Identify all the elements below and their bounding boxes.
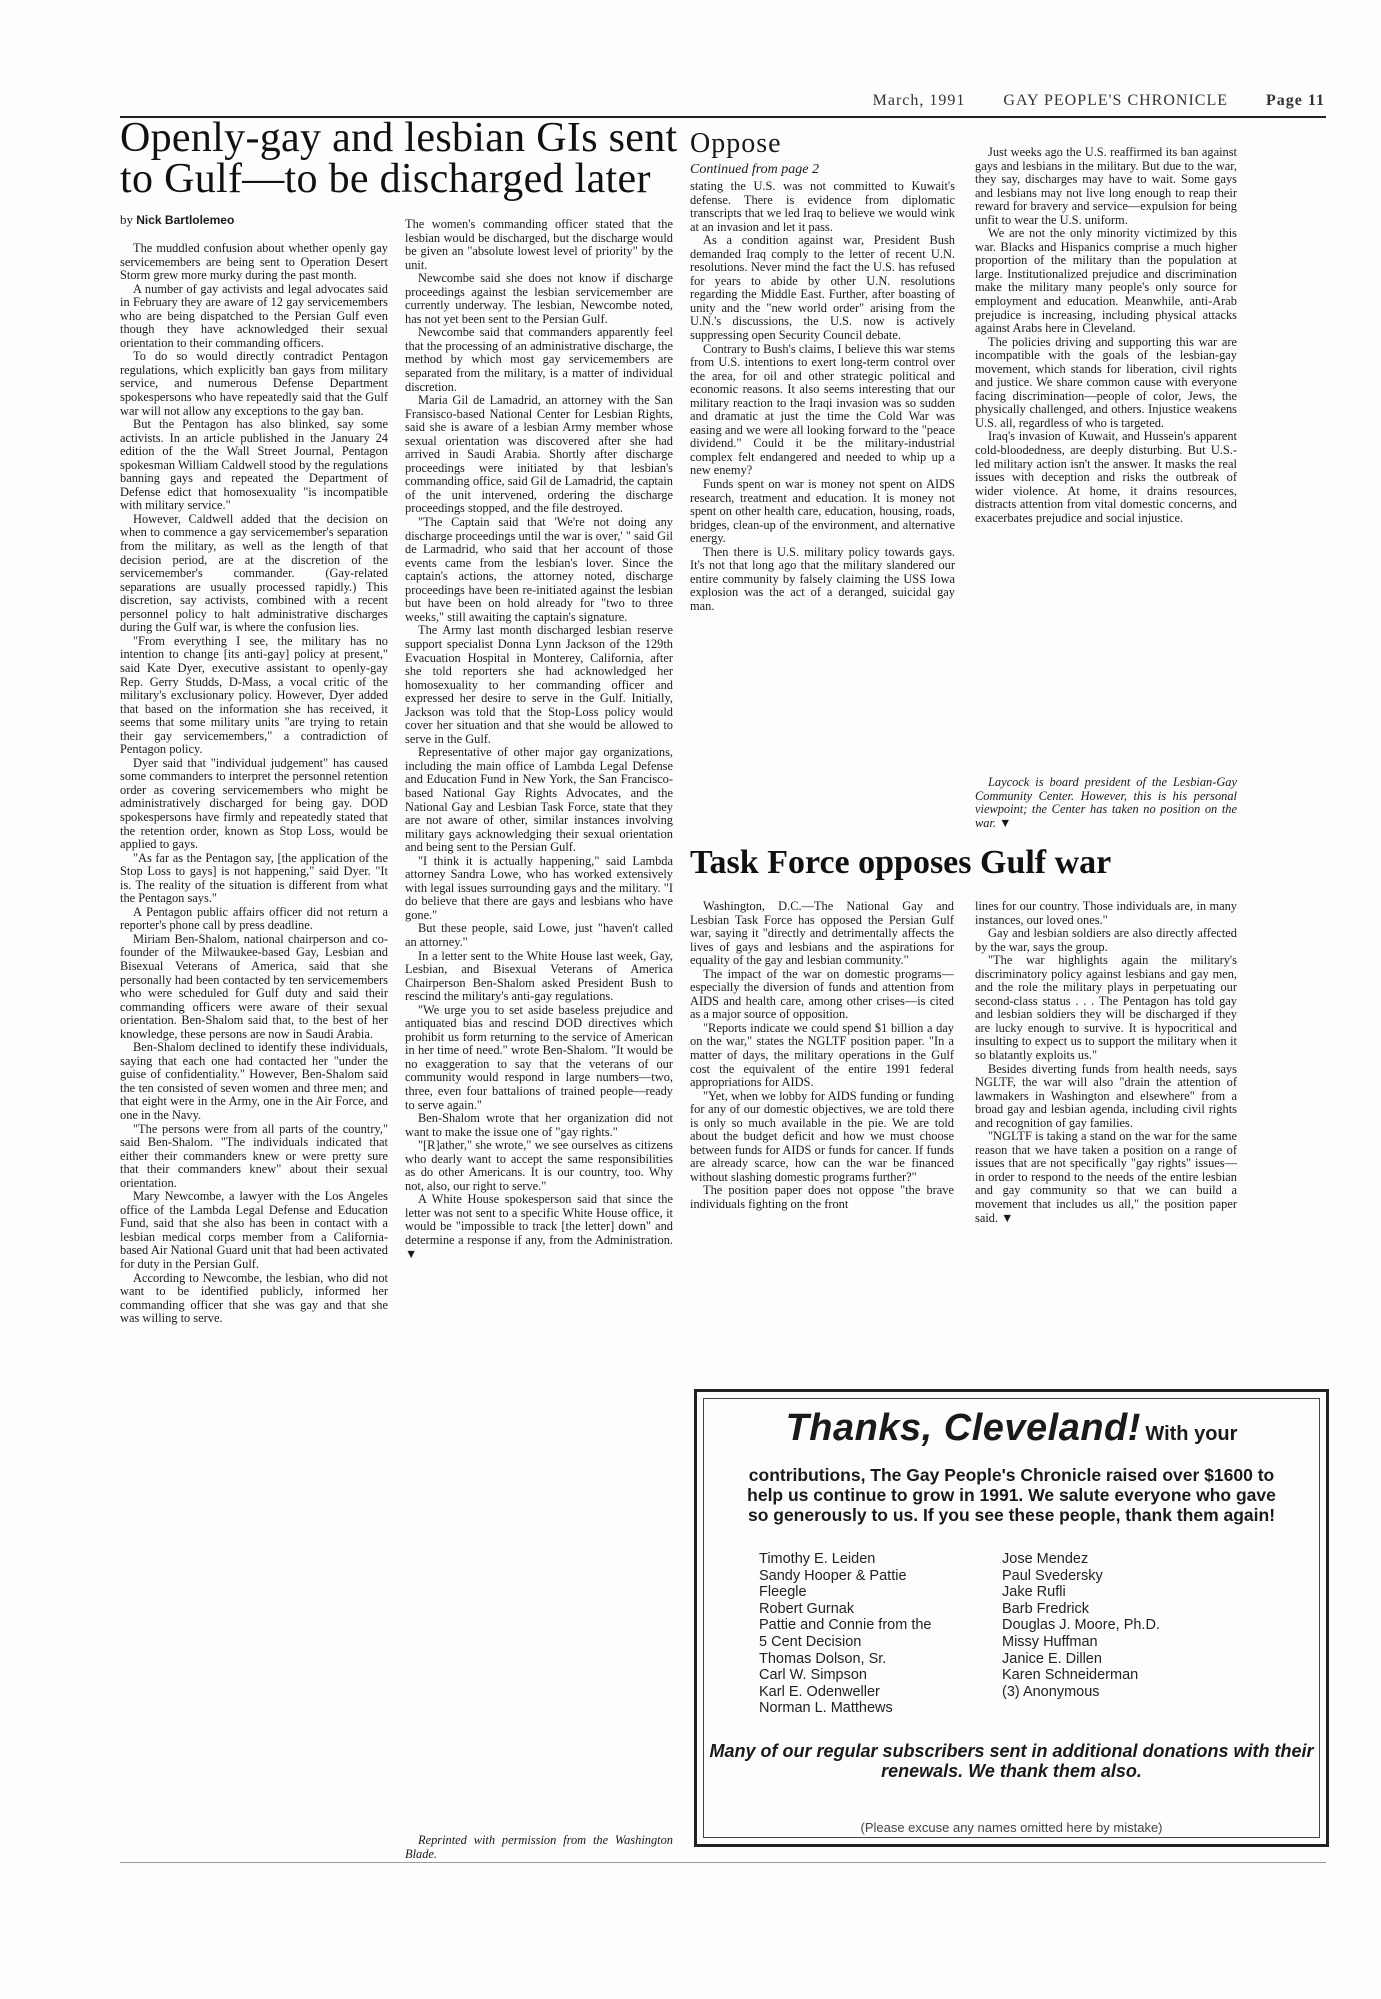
bottom-rule <box>120 1862 1326 1863</box>
paragraph: But these people, said Lowe, just "haven't called an attorney." <box>405 921 673 949</box>
article1-column-1 <box>120 242 388 1860</box>
paragraph: Besides diverting funds from health needs, says NGLTF, the war will also "drain the attention of lawmakers in Washington and elsewhere" from a broad gay and lesbian agenda, including civil rights and recognition of gay families. <box>975 1061 1237 1130</box>
omission-note: (Please excuse any names omitted here by mistake) <box>860 1820 1163 1835</box>
paragraph: But the Pentagon has also blinked, say some activists. In an article published in the January 24 edition of the the Wall Street Journal, Pentagon spokesman William Caldwell stood by the regulations banning gays and repeated the Department of Defense edict that homosexuality "is incompatible with military service." <box>120 417 388 513</box>
paragraph: "The war highlights again the military's discriminatory policy against lesbians and gay men, and the role the military plays in perpetuating our second-class status . . . The Pentagon has told gay and lesbian soldiers they will be discharged if they are lucky enough to survive. It is hypocritical and insulting to expect us to support the military when it so blatantly exploits us." <box>975 953 1237 1063</box>
paragraph: "Reports indicate we could spend $1 billion a day on the war," states the NGLTF position paper. "In a matter of days, the military operations in the Gulf cost the equivalent of the entire 1991 federal appropriations for AIDS. <box>690 1020 954 1090</box>
paragraph: In a letter sent to the White House last week, Gay, Lesbian, and Bisexual Veterans of America Chairperson Ben-Shalom asked President Bush to rescind the military's anti-gay regulations. <box>405 948 673 1004</box>
article3-headline: Task Force opposes Gulf war <box>690 844 1112 881</box>
donor-name: (3) Anonymous <box>1002 1683 1100 1700</box>
oppose-title: Oppose <box>690 128 782 159</box>
reprint-note: Reprinted with permission from the Washington Blade. <box>405 1834 673 1861</box>
headline-line-1: Openly-gay and lesbian GIs sent <box>120 115 678 161</box>
paragraph: lines for our country. Those individuals are, in many instances, our loved ones." <box>975 900 1237 927</box>
thanks-box <box>694 1389 1329 1847</box>
paragraph: Then there is U.S. military policy towards gays. It's not that long ago that the military slandered our entire community by falsely claiming the USS Iowa explosion was the act of a deranged, suicidal gay man. <box>690 544 955 613</box>
paragraph: Newcombe said she does not know if discharge proceedings against the lesbian servicemember are currently underway. The lesbian, Newcombe noted, has not yet been sent to the Persian Gulf. <box>405 271 673 326</box>
paragraph: The women's commanding officer stated that the lesbian would be discharged, but the discharge would be given an "absolute lowest level of priority" by the unit. <box>405 218 673 272</box>
donor-name: Sandy Hooper & Pattie <box>759 1567 907 1584</box>
paragraph: stating the U.S. was not committed to Kuwait's defense. There is evidence from diplomatic transcripts that we led Iraq to believe we would wink at an invasion and let it pass. <box>690 180 955 234</box>
paragraph: Miriam Ben-Shalom, national chairperson and co-founder of the Milwaukee-based Gay, Lesbian and Bisexual Veterans of America, said that she personally had been contacted by ten servicemembers who were scheduled for Gulf duty and said their commanding officers were aware of their sexual orientation. Ben-Shalom said that, to the best of her knowledge, these persons are now in Saudi Arabia. <box>120 931 388 1041</box>
paragraph: Mary Newcombe, a lawyer with the Los Angeles office of the Lambda Legal Defense and Education Fund, said that she also has been in contact with a lesbian medical corps member from a California-based Air National Guard unit that had been activated for duty in the Persian Gulf. <box>120 1189 388 1272</box>
article1-column-2 <box>405 218 673 1826</box>
byline-name: Nick Bartlolemeo <box>136 213 235 227</box>
paragraph: Representative of other major gay organizations, including the main office of Lambda Legal Defense and Education Fund in New York, the San Francisco-based National Gay Rights Advocates, and the National Gay and Lesbian Task Force, state that they are not aware of other, similar instances involving military gays acknowledging their sexual orientation and being sent to the Persian Gulf. <box>405 745 673 855</box>
byline-prefix: by <box>120 212 133 227</box>
paragraph: Iraq's invasion of Kuwait, and Hussein's apparent cold-bloodedness, are deeply disturbing. But U.S.-led military action isn't the answer. It masks the real issues with deception and risks the outbreak of wider violence. At home, it drains resources, distracts attention from vital domestic concerns, and exacerbates prejudice and social injustice. <box>975 429 1237 525</box>
article1-headline <box>120 115 678 202</box>
paragraph: A Pentagon public affairs officer did not return a reporter's phone call by press deadline. <box>120 904 388 933</box>
donor-name: Missy Huffman <box>1002 1633 1098 1650</box>
running-head <box>690 92 1325 114</box>
donor-name: Robert Gurnak <box>759 1600 855 1617</box>
publication-name: GAY PEOPLE'S CHRONICLE <box>1003 92 1228 109</box>
article2-column-2 <box>975 146 1237 746</box>
paragraph: "NGLTF is taking a stand on the war for the same reason that we have taken a position on a range of issues that are not specifically "gay rights" issues—in order to respond to the needs of the entire lesbian and gay community so that we can build a movement that includes us all," the position paper said. ▼ <box>975 1129 1237 1225</box>
paragraph: "From everything I see, the military has no intention to change [its anti-gay] policy at present," said Kate Dyer, executive assistant to openly-gay Rep. Gerry Studds, D-Mass, a vocal critic of the military's exclusionary policy. However, Dyer added that based on the information she has received, it seems that some military units "are trying to retain their gay servicemembers," a contradiction of Pentagon policy. <box>120 633 388 757</box>
article2-column-1 <box>690 180 955 836</box>
paragraph: Washington, D.C.—The National Gay and Lesbian Task Force has opposed the Persian Gulf war, saying it "directly and detrimentally affects the lives of gays and lesbians and the aspirations for equality of the gay and lesbian community." <box>690 900 954 968</box>
paragraph: "The persons were from all parts of the country," said Ben-Shalom. "The individuals indicated that either their commanders knew or were pretty sure that their commanders knew" about their sexual orientation. <box>120 1121 388 1190</box>
thanks-title-suffix: With your <box>1145 1423 1238 1445</box>
article3-column-2 <box>975 900 1237 1370</box>
article3-column-1 <box>690 900 954 1370</box>
paragraph: "As far as the Pentagon say, [the application of the Stop Loss to gays] is not happening," said Dyer. "It is. The reality of the situation is different from what the Pentagon says." <box>120 850 388 906</box>
thanks-title-line <box>704 1407 1319 1450</box>
donor-name: Jake Rufli <box>1002 1584 1066 1601</box>
donor-name: Thomas Dolson, Sr. <box>759 1650 887 1667</box>
paragraph: "Yet, when we lobby for AIDS funding or funding for any of our domestic objectives, we are told there is only so much available in the pie. We are told about the budget deficit and how we must choose between funds for AIDS or funds for cancer. If funds are already scarce, how can the war be financed without slashing domestic programs further?" <box>690 1088 954 1184</box>
paragraph: Ben-Shalom wrote that her organization did not want to make the issue one of "gay rights." <box>405 1111 673 1139</box>
paragraph: The policies driving and supporting this war are incompatible with the goals of the lesbian-gay movement, which stands for liberation, civil rights and justice. We share common cause with everyone facing discrimination—people of color, Jews, the physically challenged, and others. Injustice weakens U.S. all, regardless of who is targeted. <box>975 334 1237 430</box>
paragraph: "[R]ather," she wrote," we see ourselves as citizens who dearly want to accept the same responsibilities as do other Americans. It is our country, too. Why not, also, our right to serve." <box>405 1138 673 1193</box>
thanks-title: Thanks, Cleveland! <box>785 1407 1141 1449</box>
paragraph: "I think it is actually happening," said Lambda attorney Sandra Lowe, who has worked extensively with legal issues surrounding gays and the military. "I do believe that there are gays and lesbians who have gone." <box>405 853 673 922</box>
donor-name: Carl W. Simpson <box>759 1667 867 1684</box>
donor-name: Barb Fredrick <box>1002 1600 1090 1617</box>
paragraph: We are not the only minority victimized by this war. Blacks and Hispanics comprise a much higher proportion of the military than the population at large. Institutionalized prejudice and discrimination make the military many people's only source for employment and education. Meanwhile, anti-Arab prejudice is increasing, including physical attacks against Arabs here in Cleveland. <box>975 226 1237 336</box>
author-note: Laycock is board president of the Lesbian-Gay Community Center. However, this is his personal viewpoint; the Center has taken no position on the war. ▼ <box>975 776 1237 830</box>
donor-name: Douglas J. Moore, Ph.D. <box>1002 1617 1160 1634</box>
donor-name: Timothy E. Leiden <box>759 1551 876 1567</box>
paragraph: Funds spent on war is money not spent on AIDS research, treatment and education. It is money not spent on other health care, education, housing, roads, bridges, clean-up of the environment, and alternative energy. <box>690 477 955 546</box>
donor-name: Fleegle <box>759 1584 807 1601</box>
paragraph: The position paper does not oppose "the brave individuals fighting on the front <box>690 1183 954 1212</box>
paragraph: Ben-Shalom declined to identify these individuals, saying that each one had contacted her "under the guise of confidentiality." However, Ben-Shalom said the ten consisted of seven women and three men; and that eight were in the Army, one in the Air Force, and one in the Navy. <box>120 1040 388 1122</box>
thanks-box-inner <box>703 1398 1320 1838</box>
paragraph: According to Newcombe, the lesbian, who did not want to be identified publicly, informed her commanding officer that she was gay and that she was willing to serve. <box>120 1270 388 1326</box>
paragraph: Gay and lesbian soldiers are also directly affected by the war, says the group. <box>975 926 1237 954</box>
donor-names-left <box>759 1551 932 1717</box>
donor-name: Paul Svedersky <box>1002 1567 1103 1584</box>
paragraph: The muddled confusion about whether openly gay servicemembers are being sent to Operation Desert Storm grew more murky during the past month. <box>120 242 388 283</box>
paragraph: To do so would directly contradict Pentagon regulations, which explicitly ban gays from military service, and numerous Defense Department spokespersons who have repeatedly said that the Gulf war will not allow any exceptions to the gay ban. <box>120 349 388 418</box>
thanks-message: contributions, The Gay People's Chronicle raised over $1600 to help us continue to grow in 1991. We salute everyone who gave so generously to us. If you see these people, thank them again! <box>747 1465 1276 1525</box>
headline-line-2: to Gulf—to be discharged later <box>120 156 651 202</box>
thanks-footer: Many of our regular subscribers sent in additional donations with their renewals. We thank them also. <box>709 1741 1314 1781</box>
paragraph: Contrary to Bush's claims, I believe this war stems from U.S. intentions to exert long-term control over the area, for oil and other strategic political and economic reasons. It also seems interesting that our military reaction to the Iraqi invasion was so sudden and dramatic at just the time the Cold War was easing and we were all looking forward to the "peace dividend." Could it be the military-industrial complex felt endangered and needed to whip up a new enemy? <box>690 341 955 478</box>
paragraph: Newcombe said that commanders apparently feel that the processing of an administrative discharge, the method by which most gay servicemembers are separated from the military, is a matter of individual discretion. <box>405 325 673 394</box>
paragraph: Maria Gil de Lamadrid, an attorney with the San Fransisco-based National Center for Lesbian Rights, said she is aware of a lesbian Army member whose sexual orientation was discovered after she had arrived in Saudi Arabia. Shortly after discharge proceedings were initiated by that lesbian's commanding office, said Gil de Lamadrid, the captain of the unit intervened, ordering the discharge proceedings stopped, and the file destroyed. <box>405 393 673 516</box>
donor-name: Janice E. Dillen <box>1002 1650 1102 1667</box>
donor-name: Pattie and Connie from the <box>759 1617 932 1634</box>
paragraph: As a condition against war, President Bush demanded Iraq comply to the letter of recent U.N. resolutions. Never mind the fact the U.S. has refused for years to abide by other U.N. resolutions regarding the Middle East. Further, after boasting of unity and the "new world order" arising from the U.N.'s discussions, the U.S. now is actively suppressing open Security Council debate. <box>690 233 955 343</box>
donor-name: Norman L. Matthews <box>759 1700 893 1717</box>
paragraph: Just weeks ago the U.S. reaffirmed its ban against gays and lesbians in the military. But due to the war, they say, discharges may have to wait. Some gays and lesbians may not live long enough to reap their reward for bravery and service—expulsion for being unfit to wear the U.S. uniform. <box>975 146 1237 227</box>
paragraph: A number of gay activists and legal advocates said in February they are aware of 12 gay servicemembers who are being dispatched to the Persian Gulf even though they have acknowledged their sexual orientation to their commanding officers. <box>120 281 388 350</box>
donor-name: 5 Cent Decision <box>759 1633 862 1650</box>
donor-names-right <box>1002 1551 1160 1700</box>
donor-name: Karl E. Odenweller <box>759 1683 880 1700</box>
issue-date: March, 1991 <box>872 92 966 109</box>
page-number: Page 11 <box>1266 92 1325 109</box>
continued-from: Continued from page 2 <box>690 162 819 177</box>
paragraph: The impact of the war on domestic programs—especially the diversion of funds and attention from AIDS and health care, among other crises—is cited as a major source of opposition. <box>690 966 954 1022</box>
paragraph: Dyer said that "individual judgement" has caused some commanders to interpret the personnel retention order as covering servicemembers who might be administratively discharged for being gay. DOD spokespersons have firmly and repeatedly stated that the retention order, known as Stop Loss, would be applied to gays. <box>120 755 388 852</box>
byline <box>120 212 234 228</box>
paragraph: "The Captain said that 'We're not doing any discharge proceedings until the war is over,' " said Gil de Larmadrid, who said that her account of those events came from the lesbian's lover. Since the captain's actions, the attorney noted, discharge proceedings have been re-initiated against the lesbian but have been on hold already for "two to three weeks," still awaiting the captain's signature. <box>405 515 673 624</box>
paragraph: However, Caldwell added that the decision on when to commence a gay servicemember's separation from the military, as well as the length of that decision period, are at the discretion of the servicemember's commander. (Gay-related separations are usually processed rapidly.) This discretion, say activists, combined with a recent personnel policy to halt administrative discharges during the Gulf war, is where the confusion lies. <box>120 511 388 635</box>
donor-name: Karen Schneiderman <box>1002 1667 1139 1684</box>
donor-name: Jose Mendez <box>1002 1551 1089 1567</box>
paragraph: "We urge you to set aside baseless prejudice and antiquated bias and rescind DOD directives which prohibit us form returning to the service of American in her time of need." wrote Ben-Shalom. "It would be no exaggeration to say that the veterans of our community would respond in large numbers—two, three, even four battalions of trained people—ready to serve again." <box>405 1002 673 1112</box>
paragraph: The Army last month discharged lesbian reserve support specialist Donna Lynn Jackson of the 129th Evacuation Hospital in Monterey, California, after she told reporters she had acknowledged her homosexuality to her commanding officer and expressed her desire to serve in the Gulf. Initially, Jackson was told that the Stop-Loss policy would cover her situation and that she would be allowed to serve in the Gulf. <box>405 623 673 746</box>
paragraph: A White House spokesperson said that since the letter was not sent to a specific White House office, it would be "impossible to track [the letter] down" and determine a response if any, from the Administration. ▼ <box>405 1192 673 1261</box>
